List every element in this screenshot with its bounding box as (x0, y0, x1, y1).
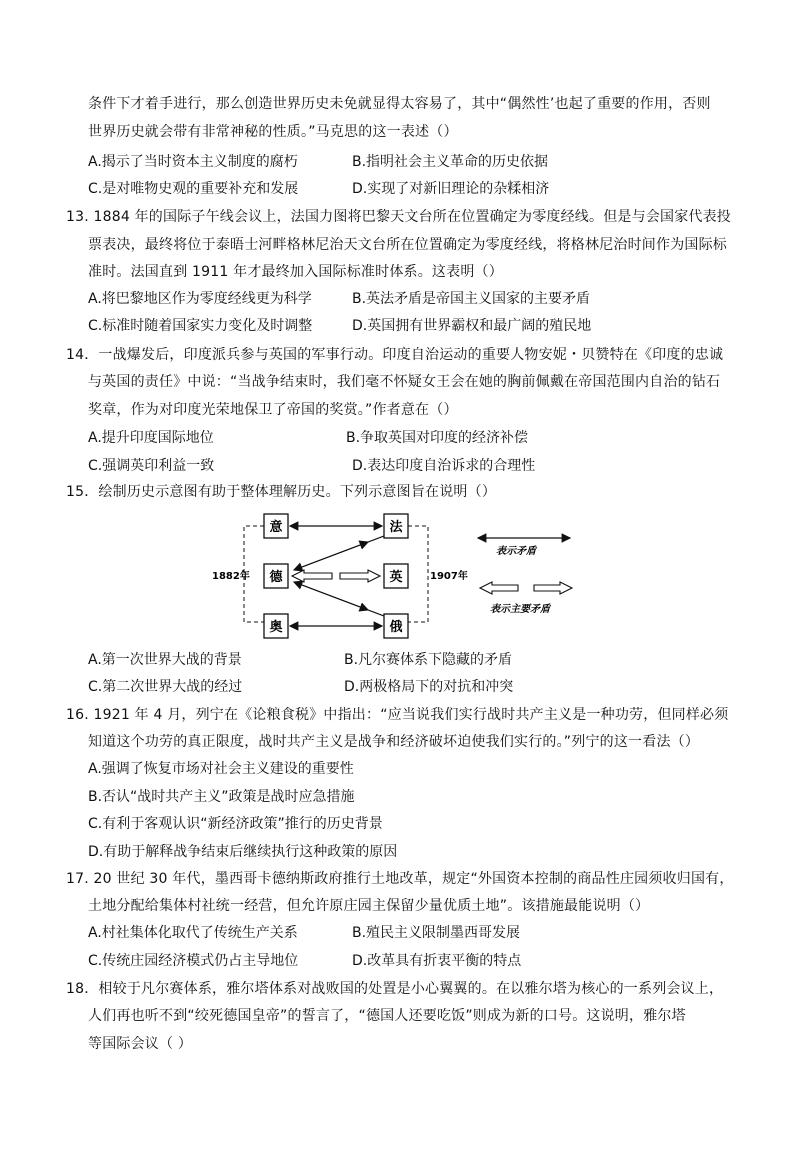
legend-main-arrow (534, 582, 572, 594)
legend-main-arrow (480, 582, 518, 594)
question-16-text: 知道这个功劳的真正限度，战时共产主义是战争和经济破坏迫使我们实行的。”列宁的这一看法（） (88, 734, 700, 750)
option-c[interactable]: C.强调英印利益一致 (88, 458, 215, 474)
option-d[interactable]: D.表达印度自治诉求的合理性 (352, 458, 536, 474)
svg-text:英: 英 (389, 570, 403, 585)
option-d[interactable]: D.有助于解释战争结束后继续执行这种政策的原因 (88, 844, 398, 860)
option-c[interactable]: C.第二次世界大战的经过 (88, 679, 243, 695)
option-a[interactable]: A.村社集体化取代了传统生产关系 (88, 925, 298, 941)
intro-line: 条件下才着手进行，那么创造世界历史未免就显得太容易了，其中“偶然性’也起了重要的作用，否则 (88, 96, 711, 112)
option-b[interactable]: B.争取英国对印度的经济补偿 (346, 430, 529, 446)
option-d[interactable]: D.实现了对新旧理论的杂糅相济 (352, 181, 550, 197)
svg-text:法: 法 (389, 520, 403, 535)
main-conflict-arrow (292, 570, 332, 582)
question-18-text: 等国际会议（ ） (88, 1036, 193, 1052)
svg-text:俄: 俄 (389, 620, 403, 635)
question-14-text: 与英国的责任》中说：“当战争结束时，我们毫不怀疑女王会在她的胸前佩戴在帝国范围内自治的钻石 (88, 374, 721, 390)
year-label-1907: 1907年 (430, 571, 468, 582)
option-b[interactable]: B.否认“战时共产主义”政策是战时应急措施 (88, 789, 355, 805)
svg-text:奥: 奥 (269, 620, 283, 635)
question-14-text: 14．一战爆发后，印度派兵参与英国的军事行动。印度自治运动的重要人物安妮・贝赞特在《印度的忠诚 (66, 347, 724, 363)
option-b[interactable]: B.指明社会主义革命的历史依据 (352, 154, 549, 170)
question-16-text: 16. 1921 年 4 月，列宁在《论粮食税》中指出：“应当说我们实行战时共产主义是一种功劳，但同样必须 (66, 707, 729, 723)
year-label-1882: 1882年 (212, 571, 250, 582)
question-15-text: 15．绘制历史示意图有助于整体理解历史。下列示意图旨在说明（） (66, 484, 497, 500)
option-c[interactable]: C.标准时随着国家实力变化及时调整 (88, 318, 313, 334)
option-b[interactable]: B.凡尔赛体系下隐藏的矛盾 (344, 652, 513, 668)
country-france (384, 514, 408, 538)
question-17-text: 土地分配给集体村社统一经营，但允许原庄园主保留少量优质土地”。该措施最能说明（） (88, 898, 650, 914)
option-a[interactable]: A.揭示了当时资本主义制度的腐朽 (88, 154, 298, 170)
conflict-arrow (294, 582, 368, 610)
main-conflict-arrow (340, 570, 380, 582)
option-d[interactable]: D.改革具有折衷平衡的特点 (352, 953, 522, 969)
conflict-arrow (294, 542, 368, 570)
alliance-diagram (200, 508, 600, 644)
legend-main-label: 表示主要矛盾 (490, 604, 550, 615)
question-17-text: 17. 20 世纪 30 年代，墨西哥卡德纳斯政府推行土地改革，规定“外国资本控制的商品性庄园须收归国有， (66, 871, 734, 887)
country-russia (384, 614, 408, 638)
question-13-text: 13. 1884 年的国际子午线会议上，法国力图将巴黎天文台所在位置确定为零度经线。但是与会国家代表投 (66, 209, 731, 225)
option-a[interactable]: A.提升印度国际地位 (88, 430, 214, 446)
option-a[interactable]: A.第一次世界大战的背景 (88, 652, 242, 668)
question-18-text: 人们再也听不到“绞死德国皇帝”的誓言了，“德国人还要吃饭”则成为新的口号。这说明，雅尔塔 (88, 1008, 686, 1024)
country-germany (264, 564, 288, 588)
country-italy (264, 514, 288, 538)
option-b[interactable]: B.英法矛盾是帝国主义国家的主要矛盾 (352, 291, 591, 307)
question-18-text: 18．相较于凡尔赛体系，雅尔塔体系对战败国的处置是小心翼翼的。在以雅尔塔为核心的一系列会议上， (66, 981, 724, 997)
option-d[interactable]: D.英国拥有世界霸权和最广阔的殖民地 (352, 318, 592, 334)
option-a[interactable]: A.将巴黎地区作为零度经线更为科学 (88, 291, 312, 307)
country-britain (384, 564, 408, 588)
question-13-text: 票表决，最终将位于泰晤士河畔格林尼治天文台所在位置确定为零度经线，将格林尼治时间作为国际标 (88, 237, 727, 253)
country-austria (264, 614, 288, 638)
svg-text:意: 意 (269, 520, 283, 535)
option-c[interactable]: C.是对唯物史观的重要补充和发展 (88, 181, 299, 197)
option-c[interactable]: C.有利于客观认识“新经济政策”推行的历史背景 (88, 816, 383, 832)
option-b[interactable]: B.殖民主义限制墨西哥发展 (352, 925, 521, 941)
triple-entente-bracket (408, 526, 428, 622)
intro-line: 世界历史就会带有非常神秘的性质。”马克思的这一表述（） (88, 124, 458, 140)
legend-conflict-label: 表示矛盾 (496, 546, 536, 557)
question-13-text: 准时。法国直到 1911 年才最终加入国际标准时体系。这表明（） (88, 264, 503, 280)
option-a[interactable]: A.强调了恢复市场对社会主义建设的重要性 (88, 761, 354, 777)
svg-text:德: 德 (269, 570, 283, 585)
question-14-text: 奖章，作为对印度光荣地保卫了帝国的奖赏。”作者意在（） (88, 402, 458, 418)
option-c[interactable]: C.传统庄园经济模式仍占主导地位 (88, 953, 299, 969)
option-d[interactable]: D.两极格局下的对抗和冲突 (344, 679, 514, 695)
